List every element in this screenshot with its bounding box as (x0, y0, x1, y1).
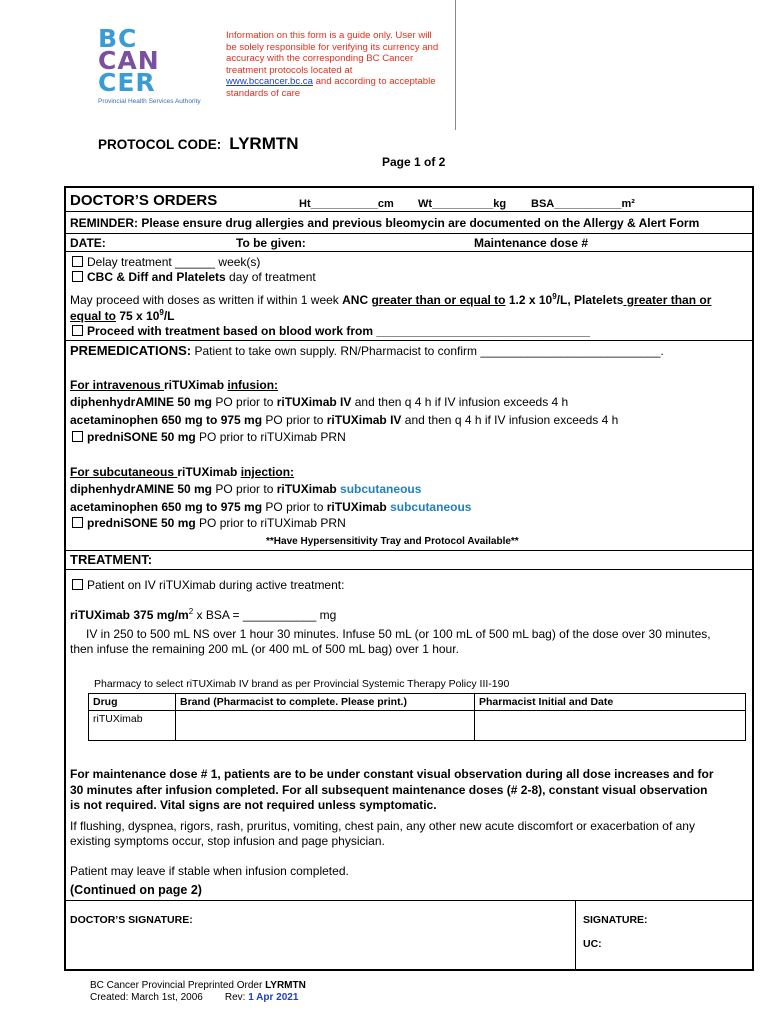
brand-table (88, 693, 746, 741)
sc-premed-heading (70, 465, 294, 479)
footer-line-1 (90, 980, 306, 992)
drug-route-sc: subcutaneous (386, 500, 472, 514)
drug-name: acetaminophen 650 mg to 975 mg (70, 413, 263, 427)
table-row (89, 711, 746, 741)
drug-route: PO prior to (212, 395, 277, 409)
logo-subtitle: Provincial Health Services Authority (98, 98, 201, 105)
divider (64, 211, 754, 212)
bccancer-link[interactable]: www.bccancer.bc.ca (226, 76, 313, 88)
signature-divider (575, 900, 576, 971)
drug-tail: PO prior to riTUXimab PRN (195, 516, 346, 530)
drug-route-sc: subcutaneous (336, 482, 422, 496)
uc-field[interactable]: UC: (583, 938, 602, 950)
patient-iv-row (72, 578, 344, 592)
footer (90, 980, 306, 1004)
date-field[interactable]: DATE: (70, 236, 106, 250)
logo-line-bc: BC (98, 24, 138, 53)
premedications-row (70, 344, 664, 358)
platelets-exponent: 9 (159, 308, 164, 317)
divider (64, 233, 754, 234)
sc-prednisone-checkbox[interactable] (72, 517, 83, 528)
table-header-brand: Brand (Pharmacist to complete. Please print.) (176, 694, 475, 711)
anc-exponent: 9 (552, 292, 557, 301)
dose-text: riTUXimab 375 mg/m (70, 608, 189, 622)
protocol-code (98, 134, 299, 154)
sc-heading-a: For subcutaneous (70, 465, 178, 479)
disclaimer-text-2: and according to acceptable standards of care (226, 76, 436, 99)
drug-ref: riTUXimab IV (276, 395, 352, 409)
footer-line-2 (90, 992, 306, 1004)
geq-text-2: greater than or (623, 293, 712, 307)
footer-created: Created: March 1st, 2006 (90, 992, 203, 1003)
weight-field[interactable]: Wt__________kg (418, 198, 507, 210)
table-cell-drug: riTUXimab (89, 711, 176, 741)
drug-name: diphenhydrAMINE 50 mg (70, 395, 213, 409)
bsa-field[interactable]: BSA___________m² (531, 198, 635, 210)
patient-iv-checkbox[interactable] (72, 579, 83, 590)
drug-ref: riTUXimab IV (326, 413, 402, 427)
platelets-value: 75 x 10 (116, 309, 160, 323)
observation-line-2: 30 minutes after infusion completed. For all subsequent maintenance doses (# 2-8), constant visual observation (70, 783, 708, 797)
delay-checkbox[interactable] (72, 256, 83, 267)
flushing-line-2: existing symptoms occur, stop infusion and page physician. (70, 834, 385, 848)
sc-heading-b: riTUXimab (177, 465, 241, 479)
anc-value: 1.2 x 10 (505, 293, 553, 307)
signature-field[interactable]: SIGNATURE: (583, 914, 648, 926)
drug-name: acetaminophen 650 mg to 975 mg (70, 500, 263, 514)
iv-heading-b: riTUXimab (164, 378, 228, 392)
hypersensitivity-note: **Have Hypersensitivity Tray and Protocol Available** (266, 536, 519, 547)
iv-instructions-1: IV in 250 to 500 mL NS over 1 hour 30 minutes. Infuse 50 mL (or 100 mL of 500 mL bag) of the dose over 30 minutes, (86, 627, 711, 641)
footer-rev-label: Rev: (224, 992, 249, 1003)
divider (64, 550, 754, 551)
drug-tail: and then q 4 h if IV infusion exceeds 4 h (401, 413, 619, 427)
equal-to-text: equal to (70, 309, 117, 323)
reminder: REMINDER: Please ensure drug allergies and previous bleomycin are documented on the Allergy & Alert Form (70, 216, 700, 230)
divider (64, 900, 754, 901)
iv-prednisone-checkbox[interactable] (72, 431, 83, 442)
sc-premed-acetaminophen (70, 500, 471, 514)
disclaimer (226, 30, 441, 100)
iv-premed-acetaminophen (70, 413, 618, 427)
proceed-line-2 (70, 306, 175, 323)
proceed-line-1 (70, 290, 711, 307)
treatment-title: TREATMENT: (70, 552, 153, 567)
iv-heading-a: For intravenous (70, 378, 165, 392)
drug-name: diphenhydrAMINE 50 mg (70, 482, 213, 496)
continued-note: (Continued on page 2) (70, 883, 202, 897)
dose-calc: x BSA = ___________ mg (193, 608, 337, 622)
premedications-text: Patient to take own supply. RN/Pharmacist to confirm ___________________________. (194, 344, 664, 358)
divider (64, 251, 754, 252)
patient-leave: Patient may leave if stable when infusion completed. (70, 864, 349, 878)
sc-premed-prednisone (72, 516, 346, 530)
platelets-unit: /L (163, 309, 175, 323)
drug-route: PO prior to (212, 482, 277, 496)
maintenance-dose-field[interactable]: Maintenance dose # (474, 236, 589, 250)
drug-name: predniSONE 50 mg (87, 430, 196, 444)
footer-rev-date: 1 Apr 2021 (248, 992, 299, 1003)
table-header-row (89, 694, 746, 711)
bloodwork-row (72, 324, 590, 338)
table-cell-pharmacist[interactable] (475, 711, 746, 741)
anc-label: ANC (342, 293, 372, 307)
divider (64, 569, 754, 570)
cbc-row (72, 270, 316, 284)
platelets-label: /L, Platelets (556, 293, 624, 307)
drug-name: predniSONE 50 mg (87, 516, 196, 530)
cbc-tail: day of treatment (225, 270, 316, 284)
drug-ref: riTUXimab (276, 482, 337, 496)
delay-treatment-text: Delay treatment ______ week(s) (87, 255, 261, 269)
footer-protocol-code: LYRMTN (265, 980, 306, 991)
table-header-pharmacist: Pharmacist Initial and Date (475, 694, 746, 711)
logo-line-can: CAN (98, 46, 160, 75)
iv-instructions-2: then infuse the remaining 200 mL (or 400 mL of 500 mL bag) over 1 hour. (70, 642, 459, 656)
header-divider (455, 0, 456, 130)
page-number: Page 1 of 2 (382, 155, 446, 169)
doctor-signature-field[interactable]: DOCTOR’S SIGNATURE: (70, 914, 193, 926)
height-field[interactable]: Ht___________cm (299, 198, 394, 210)
to-be-given-field[interactable]: To be given: (236, 236, 306, 250)
pharmacy-note: Pharmacy to select riTUXimab IV brand as per Provincial Systemic Therapy Policy III-190 (94, 678, 510, 690)
delay-treatment-row (72, 255, 260, 269)
doctors-orders-title: DOCTOR’S ORDERS (70, 192, 218, 209)
footer-order-label: BC Cancer Provincial Preprinted Order (90, 980, 266, 991)
cbc-text: CBC & Diff and Platelets (87, 270, 226, 284)
sc-heading-c: injection: (240, 465, 295, 479)
divider (64, 340, 754, 341)
observation-line-1: For maintenance dose # 1, patients are to be under constant visual observation during all dose increases and for (70, 767, 714, 781)
drug-tail: and then q 4 h if IV infusion exceeds 4 h (351, 395, 569, 409)
drug-route: PO prior to (262, 500, 327, 514)
disclaimer-text-1: Information on this form is a guide only. User will be solely responsible for verifying its currency and accuracy with the corresponding BC Cancer treatment protocols located at (226, 30, 439, 76)
iv-heading-c: infusion: (227, 378, 279, 392)
iv-premed-heading (70, 378, 278, 392)
iv-premed-diphenhydramine (70, 395, 568, 409)
drug-tail: PO prior to riTUXimab PRN (195, 430, 346, 444)
sc-premed-diphenhydramine (70, 482, 421, 496)
protocol-label: PROTOCOL CODE: (98, 137, 222, 152)
flushing-line-1: If flushing, dyspnea, rigors, rash, pruritus, vomiting, chest pain, any other new acute discomfort or exacerbation of any (70, 819, 695, 833)
iv-premed-prednisone (72, 430, 346, 444)
cbc-checkbox[interactable] (72, 271, 83, 282)
table-header-drug: Drug (89, 694, 176, 711)
dose-exponent: 2 (188, 607, 194, 616)
rituximab-dose (70, 605, 336, 622)
patient-iv-text: Patient on IV riTUXimab during active treatment: (87, 578, 345, 592)
geq-text: greater than or equal to (371, 293, 506, 307)
logo-line-cer: CER (98, 68, 156, 97)
bloodwork-text: Proceed with treatment based on blood work from ________________________________ (87, 324, 590, 338)
bloodwork-checkbox[interactable] (72, 325, 83, 336)
observation-line-3: is not required. Vital signs are not required unless symptomatic. (70, 798, 437, 812)
bc-cancer-logo (98, 24, 218, 105)
drug-ref: riTUXimab (326, 500, 387, 514)
drug-route: PO prior to (262, 413, 327, 427)
table-cell-brand[interactable] (176, 711, 475, 741)
protocol-code-value: LYRMTN (229, 134, 299, 153)
proceed-text: May proceed with doses as written if within 1 week (70, 293, 343, 307)
premedications-title: PREMEDICATIONS: (70, 343, 192, 358)
